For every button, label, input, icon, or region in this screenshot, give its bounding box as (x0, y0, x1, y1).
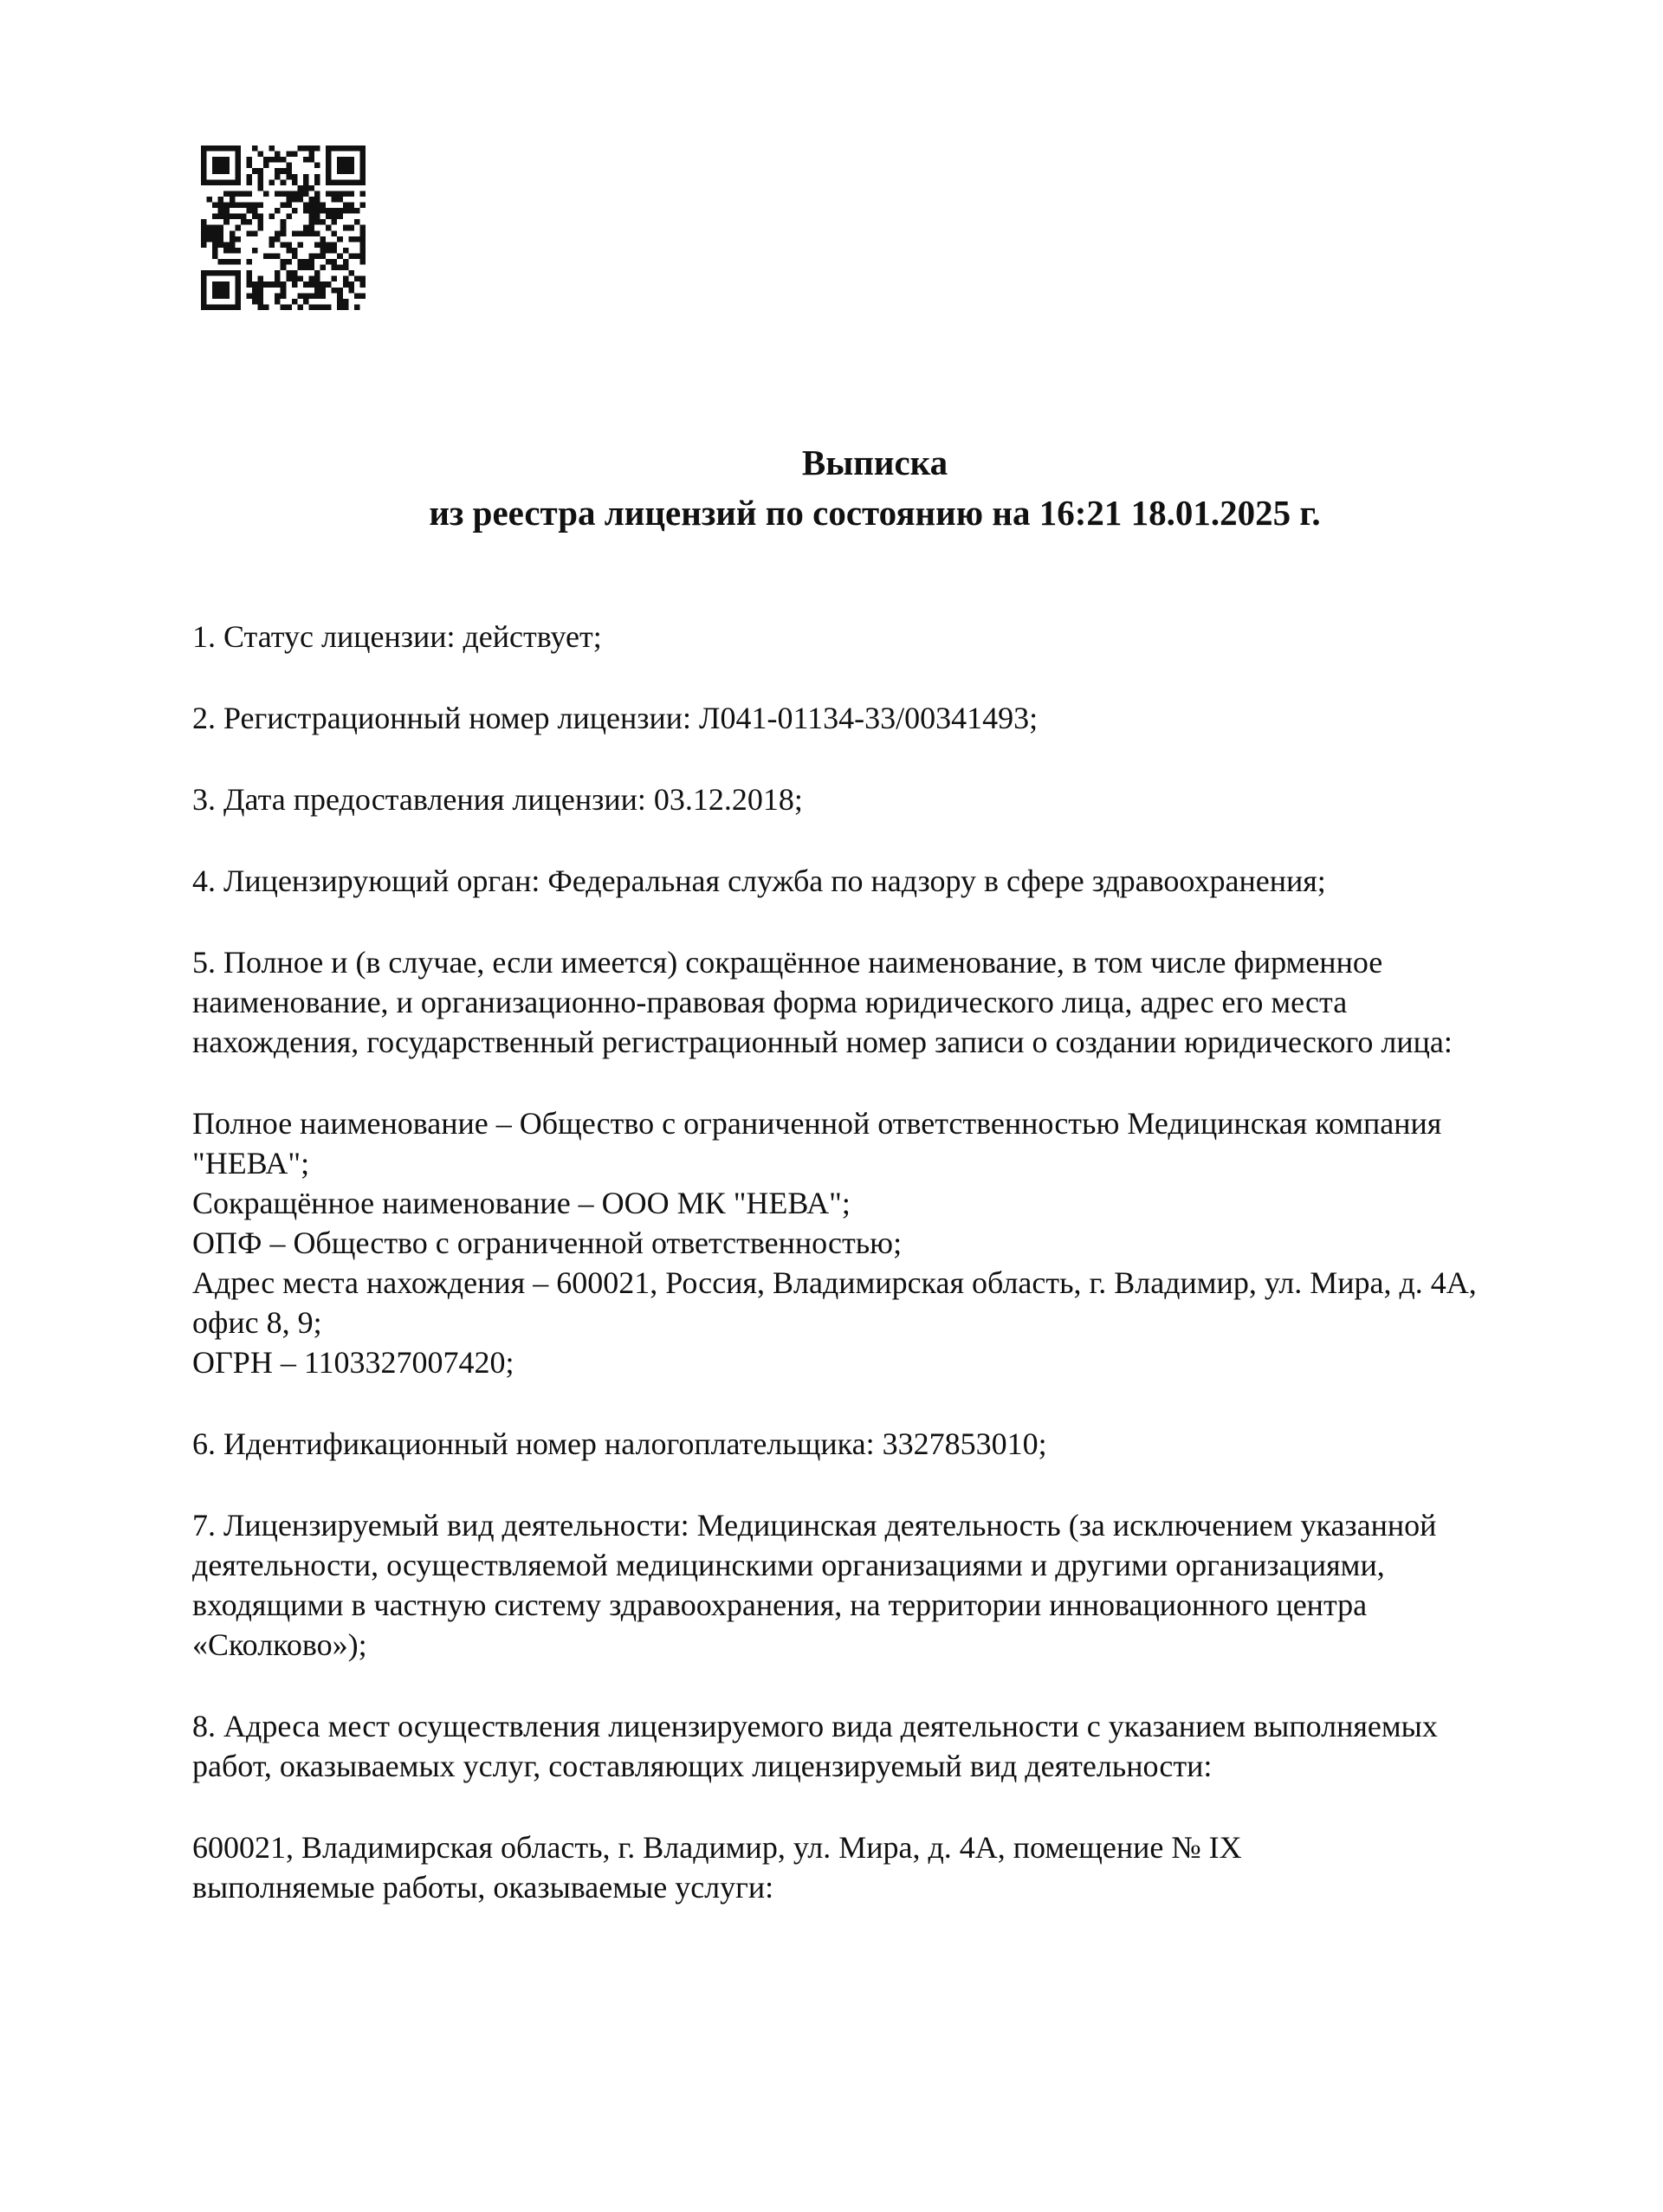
activity-address: 600021, Владимирская область, г. Владимир, ул. Мира, д. 4А, помещение № IX выполняемые работы, оказываемые услуги: (192, 1830, 1242, 1905)
item-registration-number: 2. Регистрационный номер лицензии: Л041-01134-33/00341493; (192, 701, 1039, 735)
address-line-2: офис 8, 9; (192, 1305, 322, 1340)
document-body (192, 617, 1578, 1949)
address-line-1: Адрес места нахождения – 600021, Россия, Владимирская область, г. Владимир, ул. Мира, д. 4А, (192, 1265, 1477, 1300)
document-title (0, 437, 1663, 538)
title-line-1: Выписка (801, 443, 948, 482)
full-name-line-1: Полное наименование – Общество с ограниченной ответственностью Медицинская компания (192, 1106, 1442, 1141)
item-issue-date: 3. Дата предоставления лицензии: 03.12.2018; (192, 782, 803, 817)
title-line-2: из реестра лицензий по состоянию на 16:21 18.01.2025 г. (429, 493, 1321, 533)
legal-form: ОПФ – Общество с ограниченной ответственностью; (192, 1226, 903, 1260)
ogrn: ОГРН – 1103327007420; (192, 1345, 514, 1380)
item-licensing-authority: 4. Лицензирующий орган: Федеральная служба по надзору в сфере здравоохранения; (192, 863, 1326, 898)
item-license-status: 1. Статус лицензии: действует; (192, 619, 602, 654)
qr-code (201, 146, 366, 310)
short-name: Сокращённое наименование – ООО МК "НЕВА"; (192, 1186, 851, 1220)
item-activity-addresses: 8. Адреса мест осуществления лицензируемого вида деятельности с указанием выполняемых работ, оказываемых услуг, составляющих лицензируемый вид деятельности: (192, 1709, 1438, 1783)
organization-details (192, 1103, 1578, 1382)
item-activity-type: 7. Лицензируемый вид деятельности: Медицинская деятельность (за исключением указанной деятельности, осуществляемой медицинскими организациями и другими организациями, входящими в частную систему здравоохранения, на территории инновационного центра «Сколково»); (192, 1508, 1437, 1662)
full-name-line-2: "НЕВА"; (192, 1146, 310, 1180)
qr-code-image (201, 146, 366, 310)
item-organization-heading: 5. Полное и (в случае, если имеется) сокращённое наименование, в том числе фирменное наименование, и организационно-правовая форма юридического лица, адрес его места нахождения, государственный регистрационный номер записи о создании юридического лица: (192, 945, 1453, 1059)
item-inn: 6. Идентификационный номер налогоплательщика: 3327853010; (192, 1426, 1047, 1461)
